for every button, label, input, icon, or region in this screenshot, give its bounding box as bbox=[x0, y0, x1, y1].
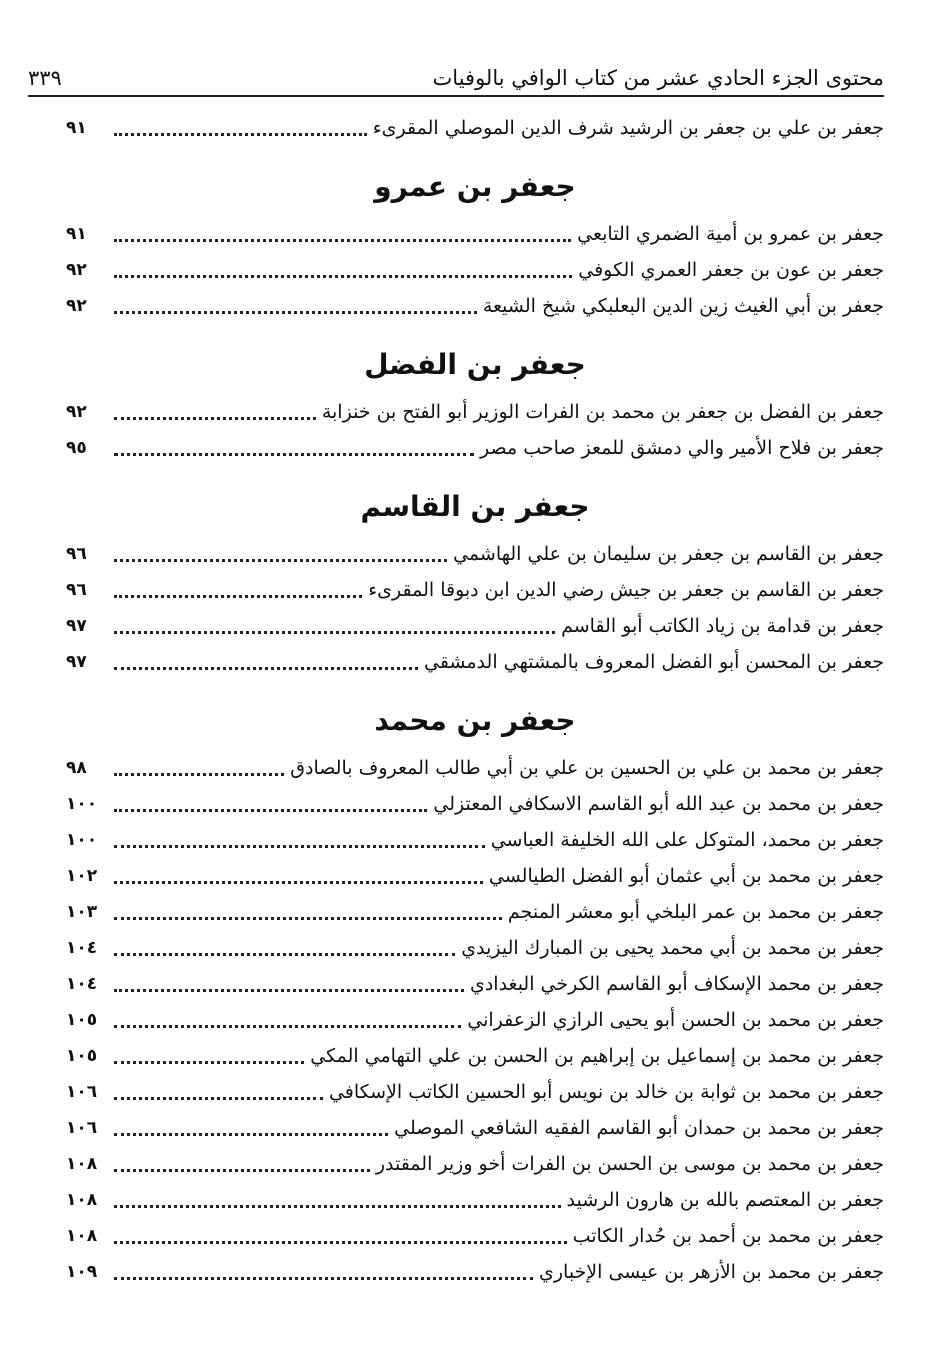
dot-leader bbox=[114, 1002, 461, 1038]
toc-entry bbox=[66, 572, 884, 608]
entry-title: جعفر بن محمد بن علي بن الحسين بن علي بن أبي طالب المعروف بالصادق bbox=[290, 757, 884, 779]
entry-title: جعفر بن محمد بن عبد الله أبو القاسم الاسكافي المعتزلي bbox=[433, 793, 884, 815]
toc-entry bbox=[66, 110, 884, 146]
page-number: ٣٣٩ bbox=[28, 66, 62, 90]
entry-title: جعفر بن المحسن أبو الفضل المعروف بالمشتهي الدمشقي bbox=[423, 651, 884, 673]
toc-entry bbox=[66, 644, 884, 680]
entry-title: جعفر بن المعتصم بالله بن هارون الرشيد bbox=[566, 1189, 884, 1211]
entry-title: جعفر بن محمد بن الأزهر بن عيسى الإخباري bbox=[538, 1261, 884, 1283]
dot-leader bbox=[114, 930, 455, 966]
toc-entry bbox=[66, 786, 884, 822]
toc-entry bbox=[66, 608, 884, 644]
dot-leader bbox=[114, 110, 367, 146]
entry-page-number: ٩٧ bbox=[66, 616, 87, 636]
section-heading: جعفر بن محمد bbox=[374, 704, 576, 737]
entry-page-number: ١٠٥ bbox=[66, 1010, 98, 1030]
dot-leader bbox=[114, 786, 427, 822]
running-title: محتوى الجزء الحادي عشر من كتاب الوافي بالوفيات bbox=[432, 66, 884, 90]
entry-title: جعفر بن محمد بن أحمد بن حُدار الكاتب bbox=[572, 1225, 884, 1247]
section-heading: جعفر بن القاسم bbox=[360, 490, 590, 523]
section-gap bbox=[66, 146, 884, 158]
dot-leader bbox=[114, 430, 474, 466]
entry-page-number: ٩٦ bbox=[66, 580, 87, 600]
toc-entry bbox=[66, 1038, 884, 1074]
dot-leader bbox=[114, 1146, 370, 1182]
entry-page-number: ١٠٦ bbox=[66, 1082, 98, 1102]
entry-title: جعفر بن محمد الإسكاف أبو القاسم الكرخي البغدادي bbox=[469, 973, 884, 995]
entry-title: جعفر بن عون بن جعفر العمري الكوفي bbox=[578, 259, 884, 281]
entry-page-number: ١٠٨ bbox=[66, 1226, 98, 1246]
toc-entry bbox=[66, 822, 884, 858]
toc-entry bbox=[66, 1254, 884, 1290]
toc-entry bbox=[66, 216, 884, 252]
dot-leader bbox=[114, 894, 502, 930]
entry-page-number: ٩٦ bbox=[66, 544, 87, 564]
entry-title: جعفر بن محمد، المتوكل على الله الخليفة العباسي bbox=[490, 829, 884, 851]
entry-page-number: ٩٨ bbox=[66, 758, 87, 778]
entry-title: جعفر بن محمد بن حمدان أبو القاسم الفقيه الشافعي الموصلي bbox=[394, 1117, 884, 1139]
toc-entry bbox=[66, 252, 884, 288]
dot-leader bbox=[114, 1254, 533, 1290]
dot-leader bbox=[114, 608, 555, 644]
entry-page-number: ١٠٠ bbox=[66, 794, 98, 814]
entry-title: جعفر بن محمد بن موسى بن الحسن بن الفرات أخو وزير المقتدر bbox=[375, 1153, 884, 1175]
header-rule bbox=[28, 95, 884, 97]
entry-page-number: ٩٢ bbox=[66, 296, 87, 316]
entry-title: جعفر بن أبي الغيث زين الدين البعلبكي شيخ الشيعة bbox=[482, 295, 884, 317]
entry-page-number: ١٠٨ bbox=[66, 1154, 98, 1174]
entry-title: جعفر بن محمد بن أبي عثمان أبو الفضل الطيالسي bbox=[488, 865, 884, 887]
toc-entry bbox=[66, 930, 884, 966]
entry-page-number: ٩٢ bbox=[66, 402, 87, 422]
dot-leader bbox=[114, 1218, 567, 1254]
entry-page-number: ٩١ bbox=[66, 118, 87, 138]
entry-page-number: ١٠٦ bbox=[66, 1118, 98, 1138]
entry-title: جعفر بن محمد بن الحسن أبو يحيى الرازي الزعفراني bbox=[467, 1009, 884, 1031]
toc-entry bbox=[66, 1146, 884, 1182]
dot-leader bbox=[114, 858, 483, 894]
dot-leader bbox=[114, 1074, 323, 1110]
dot-leader bbox=[114, 1110, 388, 1146]
section-gap bbox=[66, 324, 884, 336]
toc-entry bbox=[66, 858, 884, 894]
toc-entry bbox=[66, 536, 884, 572]
dot-leader bbox=[114, 1182, 561, 1218]
toc-entry bbox=[66, 430, 884, 466]
entry-page-number: ١٠٢ bbox=[66, 866, 98, 886]
running-head bbox=[28, 50, 884, 90]
dot-leader bbox=[114, 644, 418, 680]
entry-title: جعفر بن محمد بن ثوابة بن خالد بن نويس أبو الحسين الكاتب الإسكافي bbox=[328, 1081, 884, 1103]
dot-leader bbox=[114, 966, 464, 1002]
toc-entry bbox=[66, 394, 884, 430]
dot-leader bbox=[114, 822, 485, 858]
toc-entry bbox=[66, 750, 884, 786]
entry-page-number: ١٠٣ bbox=[66, 902, 98, 922]
entry-page-number: ٩٧ bbox=[66, 652, 87, 672]
entry-page-number: ١٠٥ bbox=[66, 1046, 98, 1066]
entry-page-number: ١٠٠ bbox=[66, 830, 98, 850]
dot-leader bbox=[114, 216, 571, 252]
section-gap bbox=[66, 466, 884, 478]
toc-entry bbox=[66, 966, 884, 1002]
dot-leader bbox=[114, 572, 362, 608]
entry-title: جعفر بن محمد بن عمر البلخي أبو معشر المنجم bbox=[507, 901, 884, 923]
dot-leader bbox=[114, 750, 284, 786]
dot-leader bbox=[114, 1038, 304, 1074]
entry-title: جعفر بن القاسم بن جعفر بن جيش رضي الدين ابن دبوقا المقرىء bbox=[368, 579, 884, 601]
entry-page-number: ٩٥ bbox=[66, 438, 87, 458]
entry-title: جعفر بن محمد بن إسماعيل بن إبراهيم بن الحسن بن علي التهامي المكي bbox=[310, 1045, 884, 1067]
section-heading: جعفر بن عمرو bbox=[374, 170, 576, 203]
toc-entry bbox=[66, 894, 884, 930]
toc-entry bbox=[66, 1182, 884, 1218]
toc-entry bbox=[66, 1110, 884, 1146]
toc-entry bbox=[66, 1002, 884, 1038]
dot-leader bbox=[114, 288, 477, 324]
entry-title: جعفر بن الفضل بن جعفر بن محمد بن الفرات الوزير أبو الفتح بن خنزابة bbox=[321, 401, 884, 423]
entry-title: جعفر بن علي بن جعفر بن الرشيد شرف الدين الموصلي المقرىء bbox=[372, 117, 884, 139]
toc-entry bbox=[66, 1218, 884, 1254]
section-gap bbox=[66, 680, 884, 692]
entry-title: جعفر بن القاسم بن جعفر بن سليمان بن علي الهاشمي bbox=[453, 543, 884, 565]
dot-leader bbox=[114, 252, 572, 288]
entry-title: جعفر بن عمرو بن أمية الضمري التابعي bbox=[577, 223, 884, 245]
entry-page-number: ١٠٤ bbox=[66, 974, 98, 994]
entry-title: جعفر بن قدامة بن زياد الكاتب أبو القاسم bbox=[561, 615, 884, 637]
table-of-contents bbox=[66, 110, 884, 1290]
toc-entry bbox=[66, 288, 884, 324]
dot-leader bbox=[114, 536, 447, 572]
toc-entry bbox=[66, 1074, 884, 1110]
entry-page-number: ١٠٨ bbox=[66, 1190, 98, 1210]
dot-leader bbox=[114, 394, 316, 430]
entry-page-number: ٩٢ bbox=[66, 260, 87, 280]
section-heading: جعفر بن الفضل bbox=[364, 348, 586, 381]
entry-page-number: ١٠٤ bbox=[66, 938, 98, 958]
entry-title: جعفر بن محمد بن أبي محمد يحيى بن المبارك اليزيدي bbox=[461, 937, 884, 959]
entry-page-number: ٩١ bbox=[66, 224, 87, 244]
entry-title: جعفر بن فلاح الأمير والي دمشق للمعز صاحب مصر bbox=[480, 437, 884, 459]
entry-page-number: ١٠٩ bbox=[66, 1262, 98, 1282]
